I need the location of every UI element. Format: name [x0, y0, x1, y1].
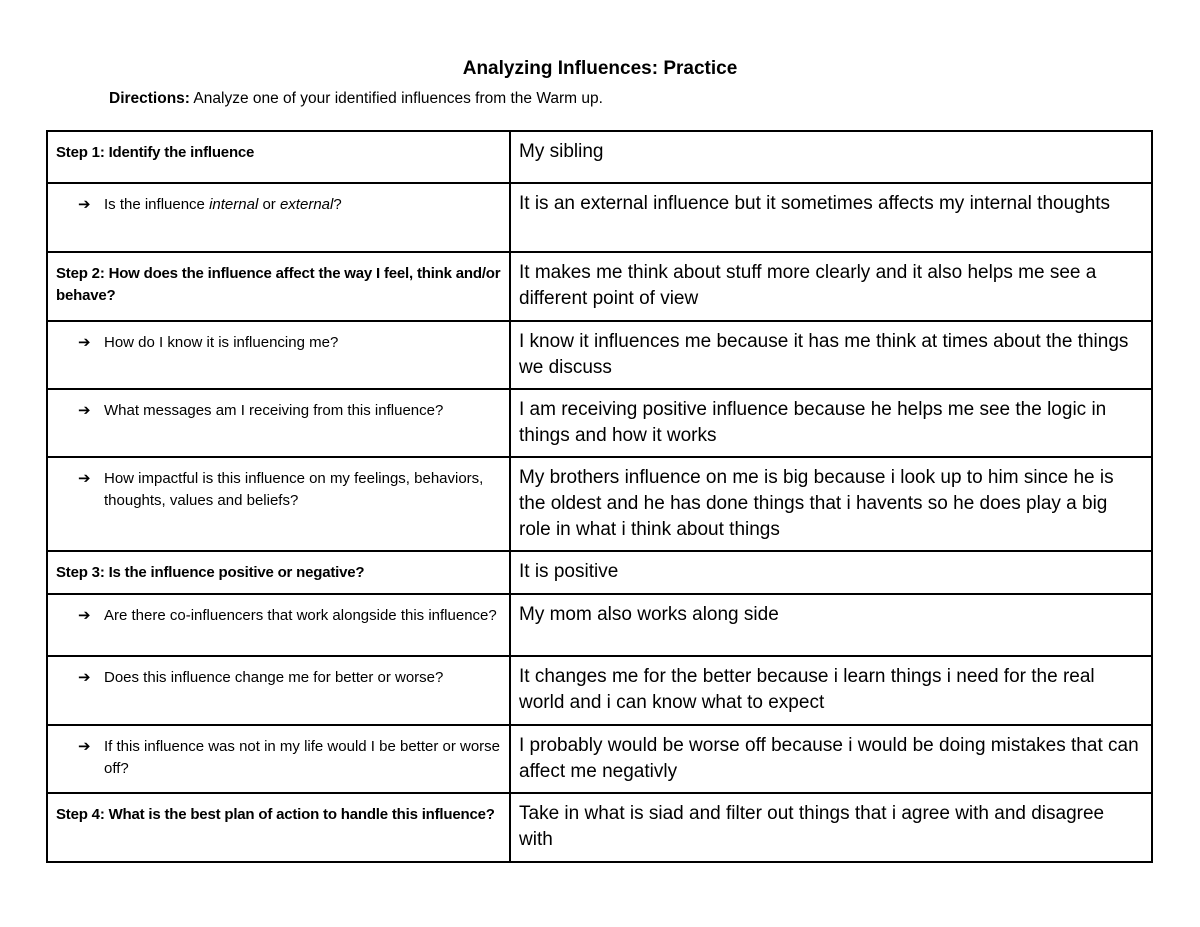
arrow-icon: ➔: [78, 607, 91, 624]
answer-cell[interactable]: [510, 389, 1152, 457]
answer-cell[interactable]: [510, 183, 1152, 252]
question-text: How do I know it is influencing me?: [104, 334, 339, 351]
question-cell: [47, 551, 510, 594]
answer-cell[interactable]: [510, 594, 1152, 656]
question-cell: [47, 389, 510, 457]
arrow-icon: ➔: [78, 196, 91, 213]
sub-question: [56, 194, 501, 216]
arrow-icon: ➔: [78, 402, 91, 419]
answer-cell[interactable]: [510, 252, 1152, 321]
answer-text: My brothers influence on me is big because i look up to him since he is the oldest and he has done things that i havents so he does play a big role in what i think about things: [519, 467, 1114, 540]
answer-cell[interactable]: [510, 321, 1152, 389]
answer-text: It is an external influence but it sometimes affects my internal thoughts: [519, 193, 1111, 214]
answer-text: Take in what is siad and filter out things that i agree with and disagree with: [519, 803, 1105, 850]
table-row: [47, 457, 1152, 551]
answer-text: It makes me think about stuff more clearly and it also helps me see a different point of view: [519, 262, 1097, 309]
question-cell: [47, 183, 510, 252]
question-cell: [47, 725, 510, 793]
table-row: [47, 252, 1152, 321]
question-cell: [47, 594, 510, 656]
step-2-question: Step 2: How does the influence affect the way I feel, think and/or behave?: [56, 265, 501, 304]
question-cell: [47, 793, 510, 862]
question-cell: [47, 252, 510, 321]
question-text-part: or: [258, 196, 280, 213]
sub-question: [56, 468, 501, 512]
sub-question: [56, 332, 501, 354]
question-text-italic: internal: [209, 196, 259, 213]
question-text-part: Is the influence: [104, 196, 210, 213]
worksheet-table: [46, 130, 1153, 863]
arrow-icon: ➔: [78, 669, 91, 686]
directions-label: Directions:: [109, 90, 190, 107]
question-cell: [47, 131, 510, 183]
question-text-part: ?: [333, 196, 342, 213]
answer-text: I know it influences me because it has me think at times about the things we discuss: [519, 331, 1129, 378]
answer-cell[interactable]: [510, 656, 1152, 725]
answer-text: It is positive: [519, 561, 619, 582]
question-text: If this influence was not in my life would I be better or worse off?: [104, 738, 501, 777]
answer-cell[interactable]: [510, 793, 1152, 862]
table-row: [47, 389, 1152, 457]
answer-text: I probably would be worse off because i would be doing mistakes that can affect me negativly: [519, 735, 1139, 782]
answer-text: I am receiving positive influence because he helps me see the logic in things and how it works: [519, 399, 1107, 446]
table-row: [47, 131, 1152, 183]
directions: [109, 89, 603, 109]
table-row: [47, 551, 1152, 594]
sub-question: [56, 667, 501, 689]
question-text: Are there co-influencers that work alongside this influence?: [104, 607, 497, 624]
answer-cell[interactable]: [510, 551, 1152, 594]
question-text: How impactful is this influence on my feelings, behaviors, thoughts, values and beliefs?: [104, 470, 484, 509]
answer-cell[interactable]: [510, 725, 1152, 793]
question-cell: [47, 457, 510, 551]
page-title: Analyzing Influences: Practice: [462, 58, 738, 79]
arrow-icon: ➔: [78, 334, 91, 351]
question-cell: [47, 656, 510, 725]
question-cell: [47, 321, 510, 389]
directions-text: Analyze one of your identified influences from the Warm up.: [189, 90, 603, 107]
sub-question: [56, 736, 501, 780]
question-text: Does this influence change me for better or worse?: [104, 669, 444, 686]
answer-text: My sibling: [519, 141, 604, 162]
step-4-question: Step 4: What is the best plan of action to handle this influence?: [56, 806, 495, 823]
question-text-italic: external: [279, 196, 334, 213]
arrow-icon: ➔: [78, 738, 91, 755]
table-row: [47, 321, 1152, 389]
table-row: [47, 725, 1152, 793]
table-row: [47, 793, 1152, 862]
answer-text: My mom also works along side: [519, 604, 779, 625]
table-row: [47, 594, 1152, 656]
step-1-question: Step 1: Identify the influence: [56, 144, 255, 161]
table-row: [47, 183, 1152, 252]
answer-cell[interactable]: [510, 131, 1152, 183]
answer-cell[interactable]: [510, 457, 1152, 551]
table-row: [47, 656, 1152, 725]
question-text: [104, 194, 501, 216]
arrow-icon: ➔: [78, 470, 91, 487]
step-3-question: Step 3: Is the influence positive or negative?: [56, 564, 365, 581]
answer-text: It changes me for the better because i learn things i need for the real world and i can know what to expect: [519, 666, 1095, 713]
sub-question: [56, 400, 501, 422]
question-text: What messages am I receiving from this influence?: [104, 402, 444, 419]
sub-question: [56, 605, 501, 627]
